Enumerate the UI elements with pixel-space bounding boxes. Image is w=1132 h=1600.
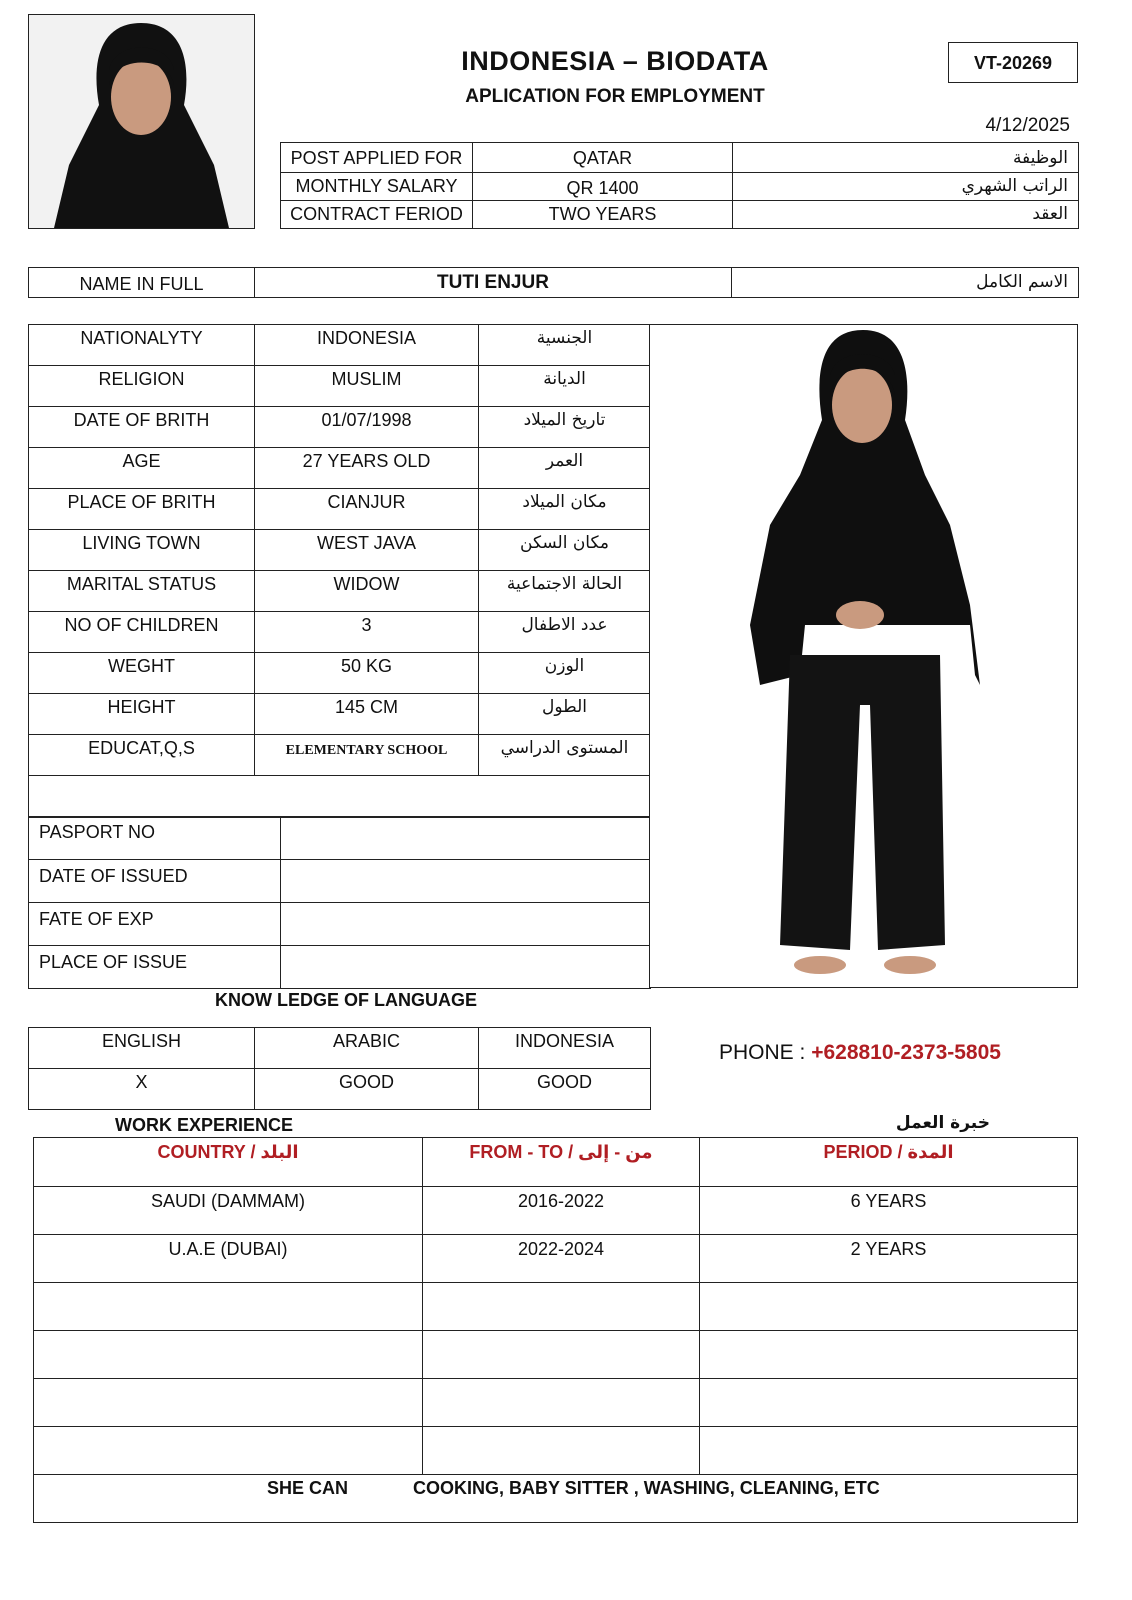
passport-label: PLACE OF ISSUE — [29, 946, 281, 989]
table-row — [34, 1379, 1078, 1427]
job-table — [280, 142, 1079, 229]
personal-label: PLACE OF BRITH — [29, 489, 255, 530]
language-table — [28, 1027, 651, 1110]
table-row — [29, 448, 651, 489]
work-cell — [423, 1331, 700, 1379]
reference-number-box — [948, 42, 1078, 83]
work-cell — [423, 1283, 700, 1331]
language-value: GOOD — [255, 1069, 479, 1110]
table-row — [281, 143, 1079, 173]
work-cell — [700, 1427, 1078, 1475]
skills-label: SHE CAN — [267, 1478, 349, 1498]
personal-value: MUSLIM — [255, 366, 479, 407]
personal-label: WEGHT — [29, 653, 255, 694]
table-row — [29, 694, 651, 735]
language-header: ENGLISH — [29, 1028, 255, 1069]
table-row — [34, 1283, 1078, 1331]
personal-arabic: تاريخ الميلاد — [479, 407, 651, 448]
work-cell: 2016-2022 — [423, 1187, 700, 1235]
skills-row — [34, 1475, 1078, 1523]
full-body-photo — [649, 324, 1078, 988]
work-header-period: PERIOD / المدة — [700, 1138, 1078, 1187]
job-value: QATAR — [473, 143, 733, 173]
table-row — [29, 903, 651, 946]
work-title: WORK EXPERIENCE — [115, 1115, 294, 1135]
language-value: GOOD — [479, 1069, 651, 1110]
personal-label: HEIGHT — [29, 694, 255, 735]
personal-arabic: عدد الاطفال — [479, 612, 651, 653]
personal-arabic: الديانة — [479, 366, 651, 407]
work-cell: 2022-2024 — [423, 1235, 700, 1283]
skills-cell — [34, 1475, 1078, 1523]
personal-label: MARITAL STATUS — [29, 571, 255, 612]
document-date: 4/12/2025 — [985, 115, 1070, 136]
personal-arabic: مكان الميلاد — [479, 489, 651, 530]
work-header-dates: FROM - TO / من - إلى — [423, 1138, 700, 1187]
table-row — [34, 1235, 1078, 1283]
language-title: KNOW LEDGE OF LANGUAGE — [215, 990, 477, 1010]
personal-label: NATIONALYTY — [29, 325, 255, 366]
table-row — [29, 946, 651, 989]
personal-arabic: الطول — [479, 694, 651, 735]
personal-value: INDONESIA — [255, 325, 479, 366]
table-row — [29, 1069, 651, 1110]
personal-value: WIDOW — [255, 571, 479, 612]
work-cell — [423, 1427, 700, 1475]
personal-value: 145 CM — [255, 694, 479, 735]
portrait-photo — [28, 14, 255, 229]
table-row — [29, 860, 651, 903]
phone-line — [719, 1041, 1001, 1065]
personal-label: LIVING TOWN — [29, 530, 255, 571]
blank-cell — [29, 776, 651, 818]
table-row — [29, 530, 651, 571]
blank-row — [29, 776, 651, 818]
personal-value: CIANJUR — [255, 489, 479, 530]
full-body-illustration — [650, 325, 1077, 987]
table-row — [34, 1331, 1078, 1379]
work-cell — [34, 1283, 423, 1331]
passport-value[interactable] — [281, 903, 651, 946]
personal-value: ELEMENTARY SCHOOL — [255, 735, 479, 776]
job-value: TWO YEARS — [473, 201, 733, 229]
job-value: QR 1400 — [473, 173, 733, 201]
job-label: CONTRACT FERIOD — [281, 201, 473, 229]
personal-label: NO OF CHILDREN — [29, 612, 255, 653]
personal-label: AGE — [29, 448, 255, 489]
work-header-country: COUNTRY / البلد — [34, 1138, 423, 1187]
passport-label: DATE OF ISSUED — [29, 860, 281, 903]
work-title-arabic: خبرة العمل — [895, 1113, 990, 1133]
personal-arabic: العمر — [479, 448, 651, 489]
job-label: MONTHLY SALARY — [281, 173, 473, 201]
table-row — [29, 735, 651, 776]
phone-label: PHONE : — [719, 1041, 806, 1064]
work-cell — [700, 1283, 1078, 1331]
work-cell: 2 YEARS — [700, 1235, 1078, 1283]
personal-arabic: الوزن — [479, 653, 651, 694]
table-row — [29, 571, 651, 612]
personal-label: EDUCAT,Q,S — [29, 735, 255, 776]
personal-label: RELIGION — [29, 366, 255, 407]
table-row — [34, 1138, 1078, 1187]
work-cell: SAUDI (DAMMAM) — [34, 1187, 423, 1235]
table-row — [29, 817, 651, 860]
skills-value: COOKING, BABY SITTER , WASHING, CLEANING, ETC — [413, 1478, 880, 1498]
table-row — [34, 1427, 1078, 1475]
work-cell — [34, 1427, 423, 1475]
table-row — [29, 612, 651, 653]
table-row — [29, 268, 1079, 298]
table-row — [29, 366, 651, 407]
table-row — [34, 1187, 1078, 1235]
personal-table — [28, 324, 651, 818]
personal-value: 3 — [255, 612, 479, 653]
work-cell — [34, 1331, 423, 1379]
personal-arabic: مكان السكن — [479, 530, 651, 571]
table-row — [281, 201, 1079, 229]
personal-value: 27 YEARS OLD — [255, 448, 479, 489]
language-header: INDONESIA — [479, 1028, 651, 1069]
personal-arabic: الجنسية — [479, 325, 651, 366]
table-row — [29, 1028, 651, 1069]
personal-value: WEST JAVA — [255, 530, 479, 571]
table-row — [29, 489, 651, 530]
job-arabic: الوظيفة — [733, 143, 1079, 173]
work-cell: U.A.E (DUBAI) — [34, 1235, 423, 1283]
name-label: NAME IN FULL — [29, 268, 255, 298]
reference-number: VT-20269 — [973, 53, 1053, 73]
work-cell — [700, 1379, 1078, 1427]
name-table — [28, 267, 1079, 298]
personal-arabic: المستوى الدراسي — [479, 735, 651, 776]
personal-value: 50 KG — [255, 653, 479, 694]
table-row — [281, 173, 1079, 201]
work-cell — [34, 1379, 423, 1427]
page-title: INDONESIA – BIODATA — [461, 46, 769, 76]
name-arabic: الاسم الكامل — [732, 268, 1079, 298]
portrait-photo-illustration — [29, 15, 254, 228]
personal-value: 01/07/1998 — [255, 407, 479, 448]
table-row — [29, 325, 651, 366]
passport-table — [28, 816, 651, 989]
work-table — [33, 1137, 1078, 1523]
page-subtitle: APLICATION FOR EMPLOYMENT — [465, 86, 765, 107]
job-arabic: العقد — [733, 201, 1079, 229]
passport-value[interactable] — [281, 946, 651, 989]
passport-label: FATE OF EXP — [29, 903, 281, 946]
personal-arabic: الحالة الاجتماعية — [479, 571, 651, 612]
personal-label: DATE OF BRITH — [29, 407, 255, 448]
table-row — [29, 653, 651, 694]
passport-value[interactable] — [281, 817, 651, 860]
job-label: POST APPLIED FOR — [281, 143, 473, 173]
passport-value[interactable] — [281, 860, 651, 903]
phone-number[interactable]: +628810-2373-5805 — [811, 1041, 1001, 1064]
job-arabic: الراتب الشهري — [733, 173, 1079, 201]
full-name: TUTI ENJUR — [255, 268, 732, 298]
table-row — [29, 407, 651, 448]
work-cell — [700, 1331, 1078, 1379]
language-header: ARABIC — [255, 1028, 479, 1069]
work-cell — [423, 1379, 700, 1427]
passport-label: PASPORT NO — [29, 817, 281, 860]
work-cell: 6 YEARS — [700, 1187, 1078, 1235]
language-value: X — [29, 1069, 255, 1110]
